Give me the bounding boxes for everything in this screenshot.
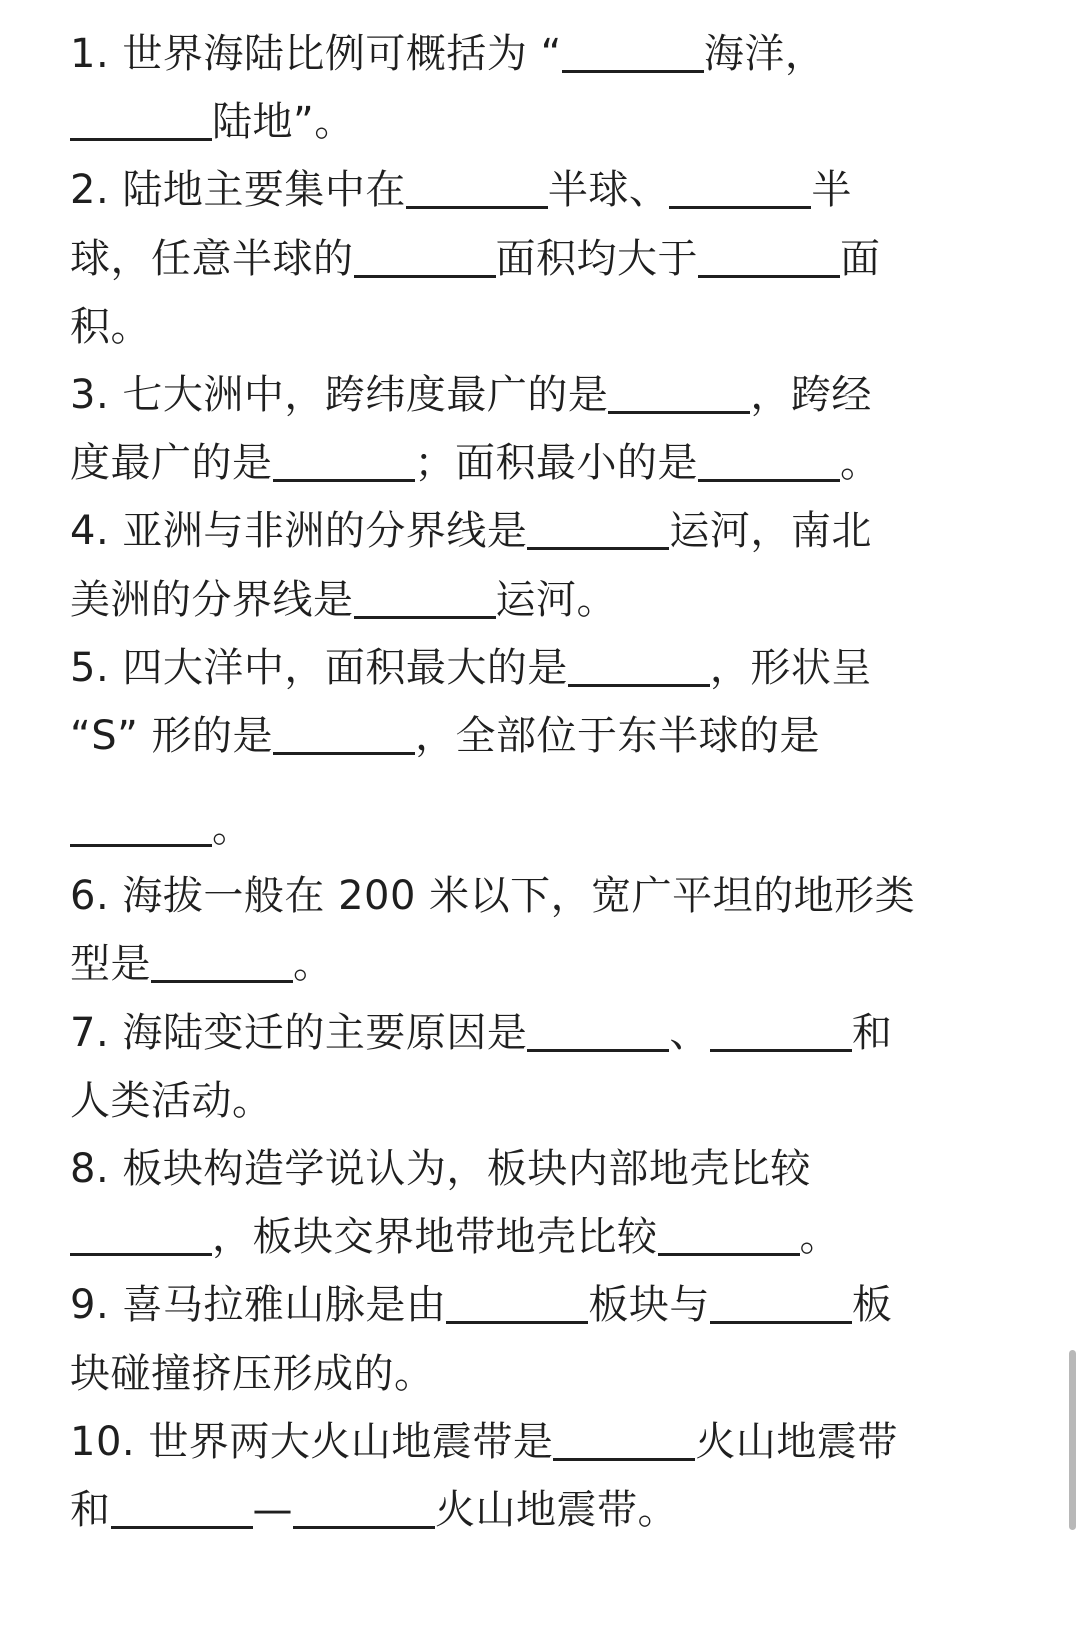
worksheet (70, 20, 990, 1544)
answer-blank (698, 274, 840, 278)
answer-blank (446, 1320, 588, 1324)
text-line: 美洲的分界线是 运河。 (70, 576, 617, 623)
text-line: 。 (70, 794, 990, 862)
answer-blank (151, 979, 293, 983)
text-line: 人类活动。 (70, 1077, 273, 1124)
text-line: 和 — 火山地震带。 (70, 1486, 678, 1533)
answer-blank (527, 1048, 669, 1052)
text-line: 4. 亚洲与非洲的分界线是 运河，南北 (70, 508, 872, 555)
text-line: 10. 世界两大火山地震带是 火山地震带 (70, 1418, 898, 1465)
answer-blank (608, 410, 750, 414)
answer-blank (562, 69, 704, 73)
answer-blank (710, 1048, 852, 1052)
answer-blank (669, 205, 811, 209)
answer-blank (710, 1320, 852, 1324)
answer-blank (70, 843, 212, 847)
text-line: 5. 四大洋中，面积最大的是 ，形状呈 (70, 644, 872, 691)
text-line: 9. 喜马拉雅山脉是由 板块与 板 (70, 1282, 893, 1329)
answer-blank (553, 1457, 695, 1461)
text-line: 积。 (70, 303, 151, 350)
answer-blank (568, 683, 710, 687)
text-line: 块碰撞挤压形成的。 (70, 1350, 435, 1397)
scrollbar[interactable] (1069, 1350, 1076, 1530)
answer-blank (354, 615, 496, 619)
answer-blank (273, 751, 415, 755)
answer-blank (527, 546, 669, 550)
text-line: 7. 海陆变迁的主要原因是 、 和 (70, 1009, 893, 1056)
text-line: 2. 陆地主要集中在 半球、 半 (70, 167, 852, 214)
answer-blank (70, 1252, 212, 1256)
answer-blank (111, 1525, 253, 1529)
answer-blank (354, 274, 496, 278)
text-line: 6. 海拔一般在 200 米以下，宽广平坦的地形类 (70, 873, 916, 920)
text-line: 球，任意半球的 面积均大于 面 (70, 235, 881, 282)
answer-blank (658, 1252, 800, 1256)
answer-blank (273, 478, 415, 482)
text-line: 型是 。 (70, 941, 334, 988)
text-line: “S” 形的是 ，全部位于东半球的是 (70, 712, 821, 759)
answer-blank (293, 1525, 435, 1529)
text-line: 8. 板块构造学说认为，板块内部地壳比较 (70, 1146, 811, 1192)
text-line: ，板块交界地带地壳比较 。 (70, 1203, 990, 1271)
text-line: 陆地”。 (70, 88, 990, 156)
answer-blank (406, 205, 548, 209)
text-line: 1. 世界海陆比例可概括为 “ 海洋， (70, 31, 826, 77)
answer-blank (698, 478, 840, 482)
text-line: 度最广的是 ；面积最小的是 。 (70, 440, 881, 487)
answer-blank (70, 137, 212, 141)
text-line: 3. 七大洲中，跨纬度最广的是 ，跨经 (70, 371, 872, 418)
